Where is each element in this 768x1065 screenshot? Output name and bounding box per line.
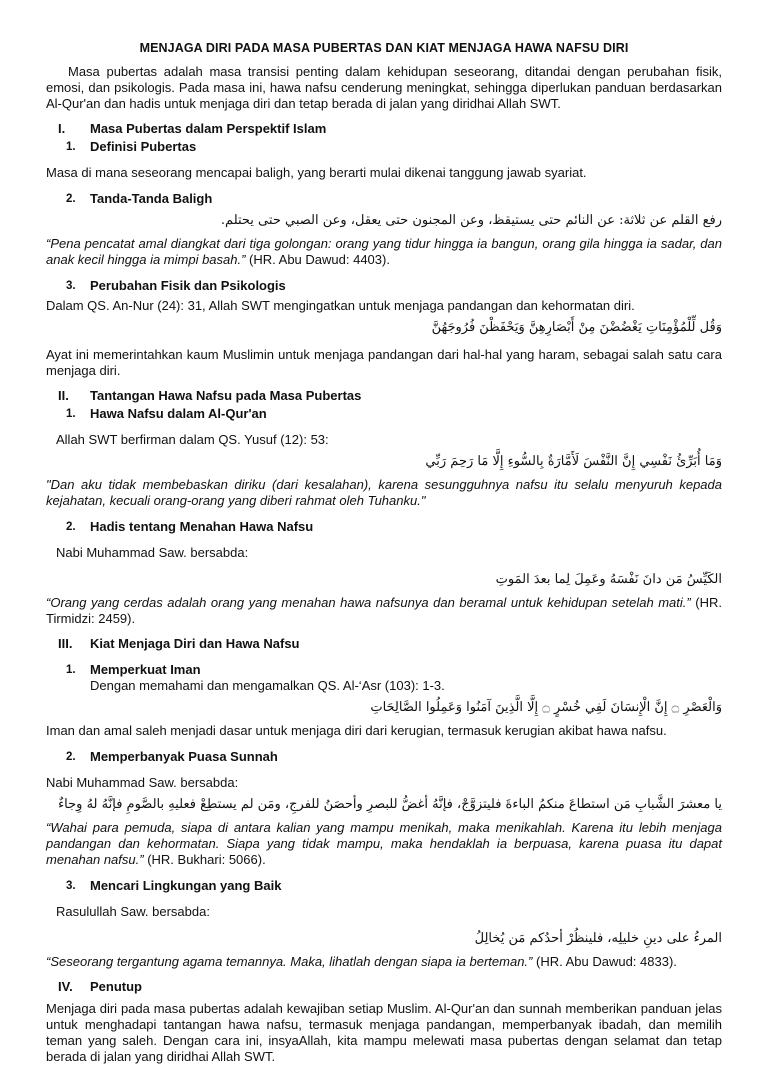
subsection-title: Definisi Pubertas bbox=[90, 139, 197, 154]
section-title: Tantangan Hawa Nafsu pada Masa Pubertas bbox=[90, 388, 362, 403]
subsection-number: 3. bbox=[66, 880, 76, 892]
section-title: Penutup bbox=[90, 979, 142, 994]
arabic-hadith-puasa: يا معشرَ الشَّبابِ مَن استطاعَ منكمُ الباءةَ فليتزوَّجْ، فإنَّهُ أغضُّ للبصرِ وأحصَنُ للفرجِ، ومَن لم يستطِعْ فعليهِ بالصَّومِ فإنَّهُ لهُ وِجاءٌ bbox=[58, 797, 722, 812]
section-title: Masa Pubertas dalam Perspektif Islam bbox=[90, 121, 327, 136]
subsection-title: Mencari Lingkungan yang Baik bbox=[90, 878, 282, 893]
closing-paragraph: Menjaga diri pada masa pubertas adalah kewajiban setiap Muslim. Al-Qur'an dan sunnah memberikan panduan jelas untuk menghadapi tantangan hawa nafsu, termasuk menjaga pandangan, memperbanyak ibadah, dan memilih teman yang saleh. Dengan cara ini, insyaAllah, kita mampu melewati masa pubertas dengan selamat dan tetap berada di jalan yang diridhai Allah SWT. bbox=[46, 1001, 722, 1064]
section-number: III. bbox=[58, 636, 73, 651]
arabic-verse-an-nur: وَقُل لِّلْمُؤْمِنَاتِ يَغْضُضْنَ مِنْ أَبْصَارِهِنَّ وَيَحْفَظْنَ فُرُوجَهُنَّ bbox=[431, 320, 722, 335]
subsection-3-2-heading bbox=[46, 749, 722, 765]
arabic-hadith-baligh: رفع القلم عن ثلاثة: عن النائم حتى يستيقظ، وعن المجنون حتى يعقل، وعن الصبي حتى يحتلم. bbox=[220, 213, 722, 228]
arabic-hadith-teman: المرءُ على دينِ خليلِه، فلينظُرْ أحدُكم مَن يُخالِلُ bbox=[474, 931, 722, 946]
al-asr-intro: Dengan memahami dan mengamalkan QS. Al-‘Asr (103): 1-3. bbox=[90, 678, 445, 693]
puasa-hadith-intro: Nabi Muhammad Saw. bersabda: bbox=[46, 775, 239, 790]
arabic-verse-al-asr: وَالْعَصْرِ ۝ إِنَّ الْإِنسَانَ لَفِي خُسْرٍ ۝ إِلَّا الَّذِينَ آمَنُوا وَعَمِلُوا الصَّالِحَاتِ bbox=[370, 700, 722, 715]
subsection-title: Hadis tentang Menahan Hawa Nafsu bbox=[90, 519, 314, 534]
teman-hadith-intro: Rasulullah Saw. bersabda: bbox=[56, 904, 210, 919]
subsection-title: Tanda-Tanda Baligh bbox=[90, 191, 213, 206]
translation-teman bbox=[46, 954, 722, 970]
intro-paragraph: Masa pubertas adalah masa transisi penting dalam kehidupan seseorang, ditandai dengan perubahan fisik, emosi, dan psikologis. Pada masa ini, hawa nafsu cenderung meningkat, sehingga diperlukan panduan berdasarkan Al-Qur'an dan hadis untuk menjaga diri dan tetap berada di jalan yang diridhai Allah SWT. bbox=[46, 64, 722, 111]
subsection-3-3-heading bbox=[46, 878, 722, 894]
section-title: Kiat Menjaga Diri dan Hawa Nafsu bbox=[90, 636, 300, 651]
subsection-number: 2. bbox=[66, 521, 76, 533]
subsection-1-3-heading bbox=[46, 278, 722, 294]
section-4-heading bbox=[46, 979, 722, 995]
document-title: MENJAGA DIRI PADA MASA PUBERTAS DAN KIAT MENJAGA HAWA NAFSU DIRI bbox=[139, 41, 629, 55]
subsection-1-1-heading bbox=[46, 139, 722, 155]
hadith-reference: (HR. Abu Dawud: 4833). bbox=[532, 954, 677, 969]
section-1-heading bbox=[46, 121, 722, 137]
translation-baligh bbox=[46, 236, 722, 268]
translation-kayyis bbox=[46, 595, 722, 627]
al-asr-explanation: Iman dan amal saleh menjadi dasar untuk menjaga diri dari kerugian, termasuk kerugian akibat hawa nafsu. bbox=[46, 723, 667, 738]
translation-quote: “Wahai para pemuda, siapa di antara kalian yang mampu menikah, maka menikahlah. Karena itu lebih menjaga pandangan dan kehormatan. Siapa yang tidak mampu, maka hendaklah ia berpuasa, karena puasa itu dapat menahan nafsu.” bbox=[46, 820, 722, 867]
subsection-title: Memperkuat Iman bbox=[90, 662, 201, 677]
hadith-intro: Nabi Muhammad Saw. bersabda: bbox=[56, 545, 249, 560]
hadith-reference: (HR. Bukhari: 5066). bbox=[143, 852, 266, 867]
translation-quote: “Pena pencatat amal diangkat dari tiga golongan: orang yang tidur hingga ia bangun, orang gila hingga ia sadar, dan anak kecil hingga ia mimpi basah.” bbox=[46, 236, 722, 267]
subsection-title: Memperbanyak Puasa Sunnah bbox=[90, 749, 278, 764]
section-number: IV. bbox=[58, 979, 73, 994]
section-2-heading bbox=[46, 388, 722, 404]
subsection-number: 1. bbox=[66, 141, 76, 153]
an-nur-explanation: Ayat ini memerintahkan kaum Muslimin untuk menjaga pandangan dari hal-hal yang haram, sebagai salah satu cara menjaga diri. bbox=[46, 347, 722, 378]
definition-text: Masa di mana seseorang mencapai baligh, yang berarti mulai dikenai tanggung jawab syariat. bbox=[46, 165, 587, 180]
subsection-number: 3. bbox=[66, 280, 76, 292]
section-number: I. bbox=[58, 121, 66, 136]
subsection-title: Hawa Nafsu dalam Al-Qur'an bbox=[90, 406, 267, 421]
translation-puasa bbox=[46, 820, 722, 868]
yusuf-intro: Allah SWT berfirman dalam QS. Yusuf (12): 53: bbox=[56, 432, 329, 447]
section-number: II. bbox=[58, 388, 69, 403]
subsection-number: 1. bbox=[66, 408, 76, 420]
subsection-3-1-heading bbox=[46, 662, 722, 678]
section-3-heading bbox=[46, 636, 722, 652]
hadith-reference: (HR. Tirmidzi: 2459). bbox=[46, 595, 722, 626]
arabic-hadith-kayyis: الكَيِّسُ مَن دانَ نَفْسَهُ وعَمِلَ لِما بعدَ المَوتِ bbox=[495, 572, 722, 587]
subsection-number: 2. bbox=[66, 193, 76, 205]
arabic-verse-yusuf: وَمَا أُبَرِّئُ نَفْسِي إِنَّ النَّفْسَ لَأَمَّارَةٌ بِالسُّوءِ إِلَّا مَا رَحِمَ رَبِّي bbox=[425, 454, 722, 469]
subsection-2-1-heading bbox=[46, 406, 722, 422]
translation-yusuf: "Dan aku tidak membebaskan diriku (dari kesalahan), karena sesungguhnya nafsu itu selalu menyuruh kepada kejahatan, kecuali orang-orang yang diberi rahmat oleh Tuhanku." bbox=[46, 477, 722, 508]
subsection-1-2-heading bbox=[46, 191, 722, 207]
translation-quote: “Seseorang tergantung agama temannya. Maka, lihatlah dengan siapa ia berteman.” bbox=[46, 954, 533, 969]
subsection-number: 1. bbox=[66, 664, 76, 676]
hadith-reference: (HR. Abu Dawud: 4403). bbox=[245, 252, 390, 267]
subsection-title: Perubahan Fisik dan Psikologis bbox=[90, 278, 286, 293]
subsection-number: 2. bbox=[66, 751, 76, 763]
subsection-2-2-heading bbox=[46, 519, 722, 535]
an-nur-intro: Dalam QS. An-Nur (24): 31, Allah SWT mengingatkan untuk menjaga pandangan dan kehormatan diri. bbox=[46, 298, 635, 313]
translation-quote: “Orang yang cerdas adalah orang yang menahan hawa nafsunya dan beramal untuk kehidupan setelah mati.” bbox=[46, 595, 691, 610]
